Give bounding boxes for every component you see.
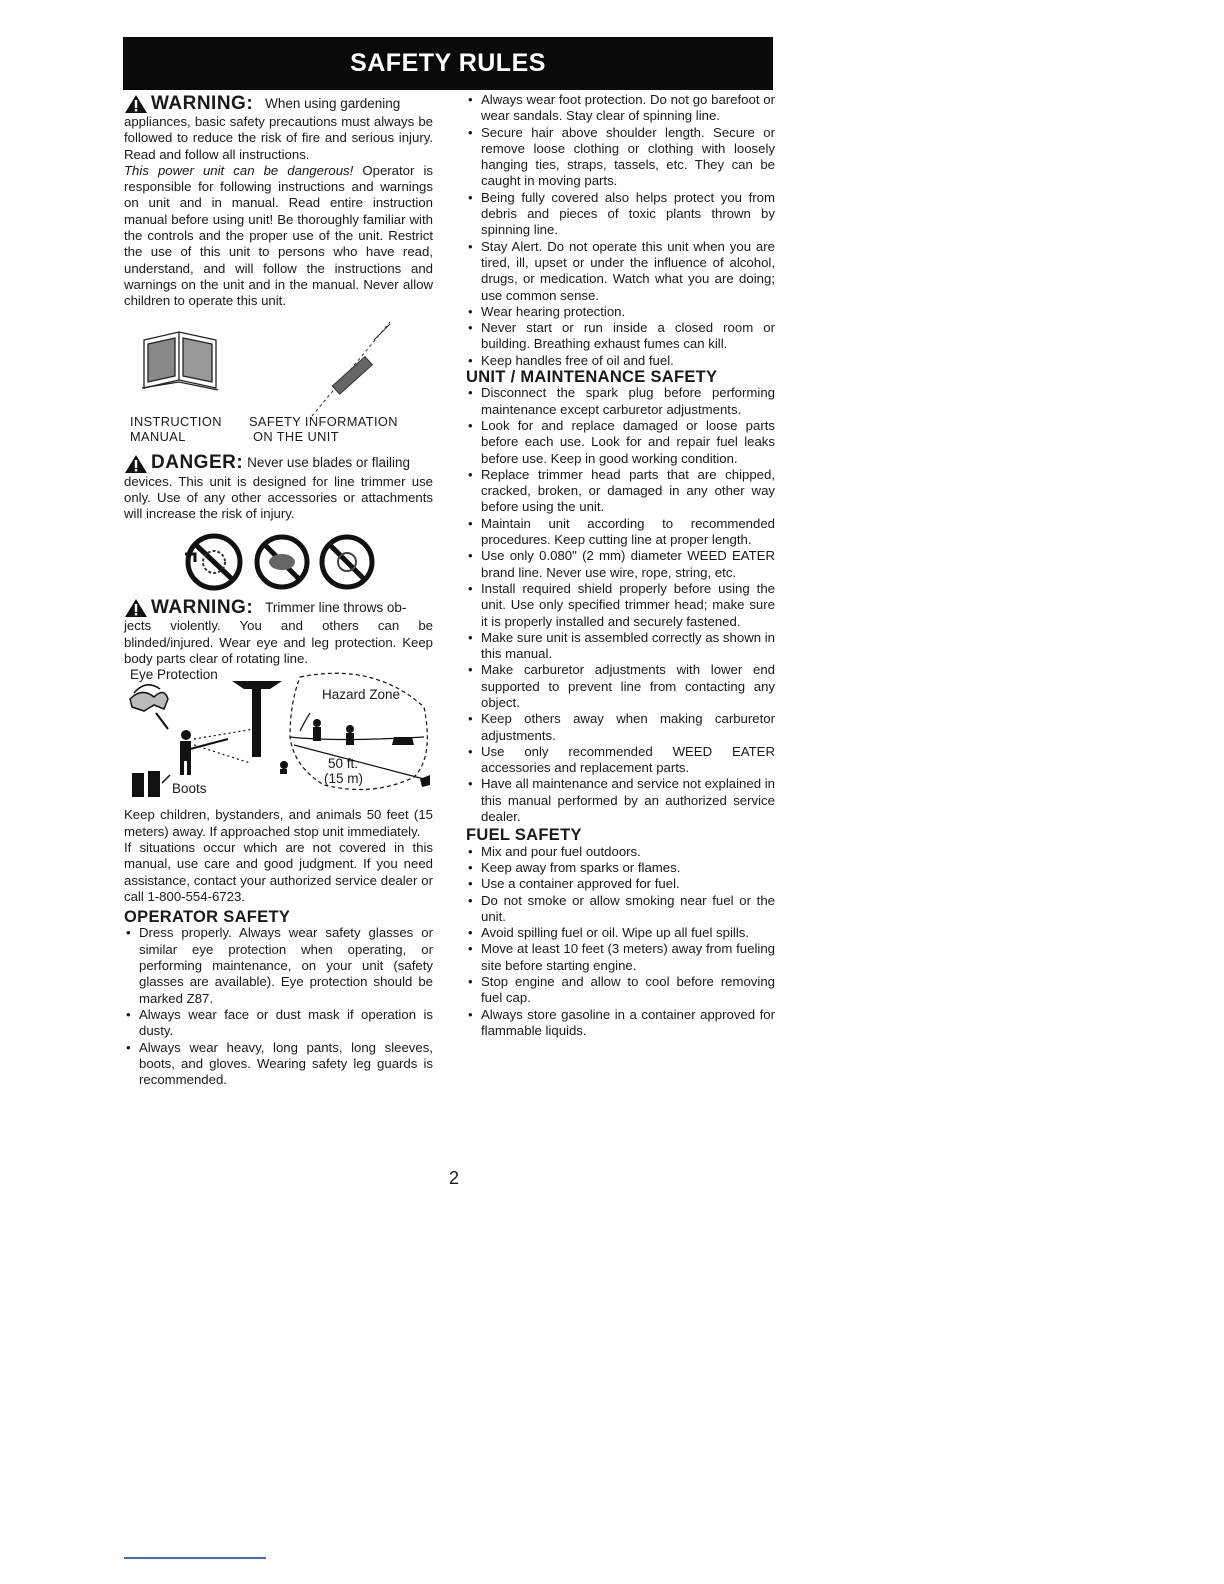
warning-heading [124,94,433,114]
distance-meters-label: (15 m) [324,771,364,787]
no-flail-icon [252,532,312,592]
page-title-banner [123,37,773,90]
caption-manual [130,414,222,444]
list-item: • Maintain unit according to recommended procedures. Keep cutting line at proper length. [466,516,775,549]
situations-paragraph: If situations occur which are not covered in this manual, use care and good judgment. If you need assistance, contact your authorized service dealer or call 1-800-554-6723. [124,839,433,904]
list-item: • Look for and replace damaged or loose parts before each use. Look for and repair fuel leaks before use. Keep in good working condition. [466,418,775,467]
warning-body-2: jects violently. You and others can be blinded/injured. Wear eye and leg protection. Keep body parts clear of rotating line. [124,618,433,667]
manual-illustration-area [124,310,433,422]
list-item: • Have all maintenance and service not explained in this manual performed by an authorized service dealer. [466,776,775,825]
safety-decal-icon [312,322,390,416]
hazard-zone-illustration [124,667,433,807]
left-column [124,92,433,1088]
list-item: • Keep away from sparks or flames. [466,860,775,876]
warning-lead-text-2: Trimmer line throws ob- [265,600,407,616]
list-item: • Move at least 10 feet (3 meters) away from fueling site before starting engine. [466,941,775,974]
list-item: • Use a container approved for fuel. [466,876,775,892]
list-item: • Never start or run inside a closed room or building. Breathing exhaust fumes can kill. [466,320,775,353]
no-blade-icon [181,532,247,592]
hazard-zone-diagram [124,667,433,807]
danger-body: devices. This unit is designed for line trimmer use only. Use of any other accessories or attachments will increase the risk of injury. [124,473,433,522]
list-item: • Wear hearing protection. [466,304,775,320]
operator-safety-heading: OPERATOR SAFETY [124,908,291,927]
power-unit-paragraph [124,163,433,310]
list-item: • Disconnect the spark plug before performing maintenance except carburetor adjustments. [466,385,775,418]
right-column [466,92,775,1039]
open-book-icon [142,332,218,390]
list-item: • Mix and pour fuel outdoors. [466,844,775,860]
tree-icon [232,681,282,757]
list-item: • Keep others away when making carburetor adjustments. [466,711,775,744]
safety-alert-icon [124,94,148,114]
list-item: • Always wear face or dust mask if operation is dusty. [124,1007,433,1040]
list-item: • Make sure unit is assembled correctly as shown in this manual. [466,630,775,663]
boots-icon [132,771,170,797]
zone-lines [194,674,427,790]
warning-label-2: WARNING: [151,597,254,619]
boots-label: Boots [172,781,207,797]
list-item: • Stop engine and allow to cool before removing fuel cap. [466,974,775,1007]
eye-protection-label: Eye Protection [130,667,218,683]
page-number: 2 [449,1168,460,1188]
danger-lead-text: Never use blades or flailing [247,455,411,471]
safety-glasses-icon [130,685,168,729]
list-item: • Replace trimmer head parts that are chipped, cracked, broken, or damaged in any other way before using the unit. [466,467,775,516]
list-item: • Keep handles free of oil and fuel. [466,353,775,369]
list-item: • Secure hair above shoulder length. Secure or remove loose clothing or clothing with loosely hanging ties, straps, tassels, etc. They can be caught in moving parts. [466,125,775,190]
warning-heading-2 [124,598,433,618]
no-attachment-icon [317,532,377,592]
caption-unit-line1: SAFETY INFORMATION [249,414,398,429]
fuel-safety-list [466,844,775,1040]
keep-children-paragraph: Keep children, bystanders, and animals 50 feet (15 meters) away. If approached stop unit immediately. [124,807,433,839]
list-item: • Install required shield properly before using the unit. Use only specified trimmer head; make sure it is properly installed and securely fastened. [466,581,775,630]
list-item: • Always wear heavy, long pants, long sleeves, boots, and gloves. Wearing safety leg guards is recommended. [124,1040,433,1089]
list-item: • Use only recommended WEED EATER accessories and replacement parts. [466,744,775,777]
caption-unit-line2: ON THE UNIT [253,429,339,444]
hazard-zone-label: Hazard Zone [322,687,401,703]
page-title: SAFETY RULES [350,49,546,77]
distance-feet-label: 50 ft. [328,756,359,772]
list-item: • Avoid spilling fuel or oil. Wipe up all fuel spills. [466,925,775,941]
danger-label: DANGER: [151,452,244,474]
operator-safety-list-continued [466,92,775,369]
safety-alert-icon [124,454,148,474]
list-item: • Always store gasoline in a container approved for flammable liquids. [466,1007,775,1040]
caption-manual-line2: MANUAL [130,429,186,444]
maintenance-safety-heading: UNIT / MAINTENANCE SAFETY [466,368,718,387]
safety-alert-icon [124,598,148,618]
list-item: • Being fully covered also helps protect you from debris and pieces of toxic plants thrown by spinning line. [466,190,775,239]
warning-body: appliances, basic safety precautions must always be followed to reduce the risk of fire and serious injury. Read and follow all instructions. [124,114,433,162]
fuel-safety-heading: FUEL SAFETY [466,826,582,845]
list-item: • Use only 0.080" (2 mm) diameter WEED EATER brand line. Never use wire, rope, string, etc. [466,548,775,581]
list-item: • Make carburetor adjustments with lower end supported to prevent line from contacting any object. [466,662,775,711]
power-unit-text: Operator is responsible for following instructions and warnings on unit and in manual. Read entire instruction manual before using unit! Be thoroughly familiar with the controls and the proper use of the unit. Restrict the use of this unit to persons who have read, understand, and will follow the instructions and warnings on the unit and in the manual. Never allow children to operate this unit. [124,162,433,309]
prohibited-attachments-icons [124,532,433,592]
bystander-icons [280,719,430,787]
caption-manual-line1: INSTRUCTION [130,414,222,429]
operator-safety-list [124,925,433,1088]
list-item: • Do not smoke or allow smoking near fuel or the unit. [466,893,775,926]
power-unit-italic: This power unit can be dangerous! [124,162,354,178]
list-item: • Stay Alert. Do not operate this unit when you are tired, ill, upset or under the influence of alcohol, drugs, or medication. Watch what you are doing; use common sense. [466,239,775,304]
list-item: • Always wear foot protection. Do not go barefoot or wear sandals. Stay clear of spinning line. [466,92,775,125]
list-item: • Dress properly. Always wear safety glasses or similar eye protection when operating, or performing maintenance, on your unit (safety glasses are available). Eye protection should be marked Z87. [124,925,433,1006]
warning-lead-text: When using gardening [265,95,401,111]
warning-label: WARNING: [151,92,254,114]
danger-heading [124,454,433,474]
caption-unit [249,414,398,444]
manual-and-decal-illustration [124,310,433,422]
maintenance-safety-list [466,385,775,825]
footer-link-underline [124,1557,266,1559]
